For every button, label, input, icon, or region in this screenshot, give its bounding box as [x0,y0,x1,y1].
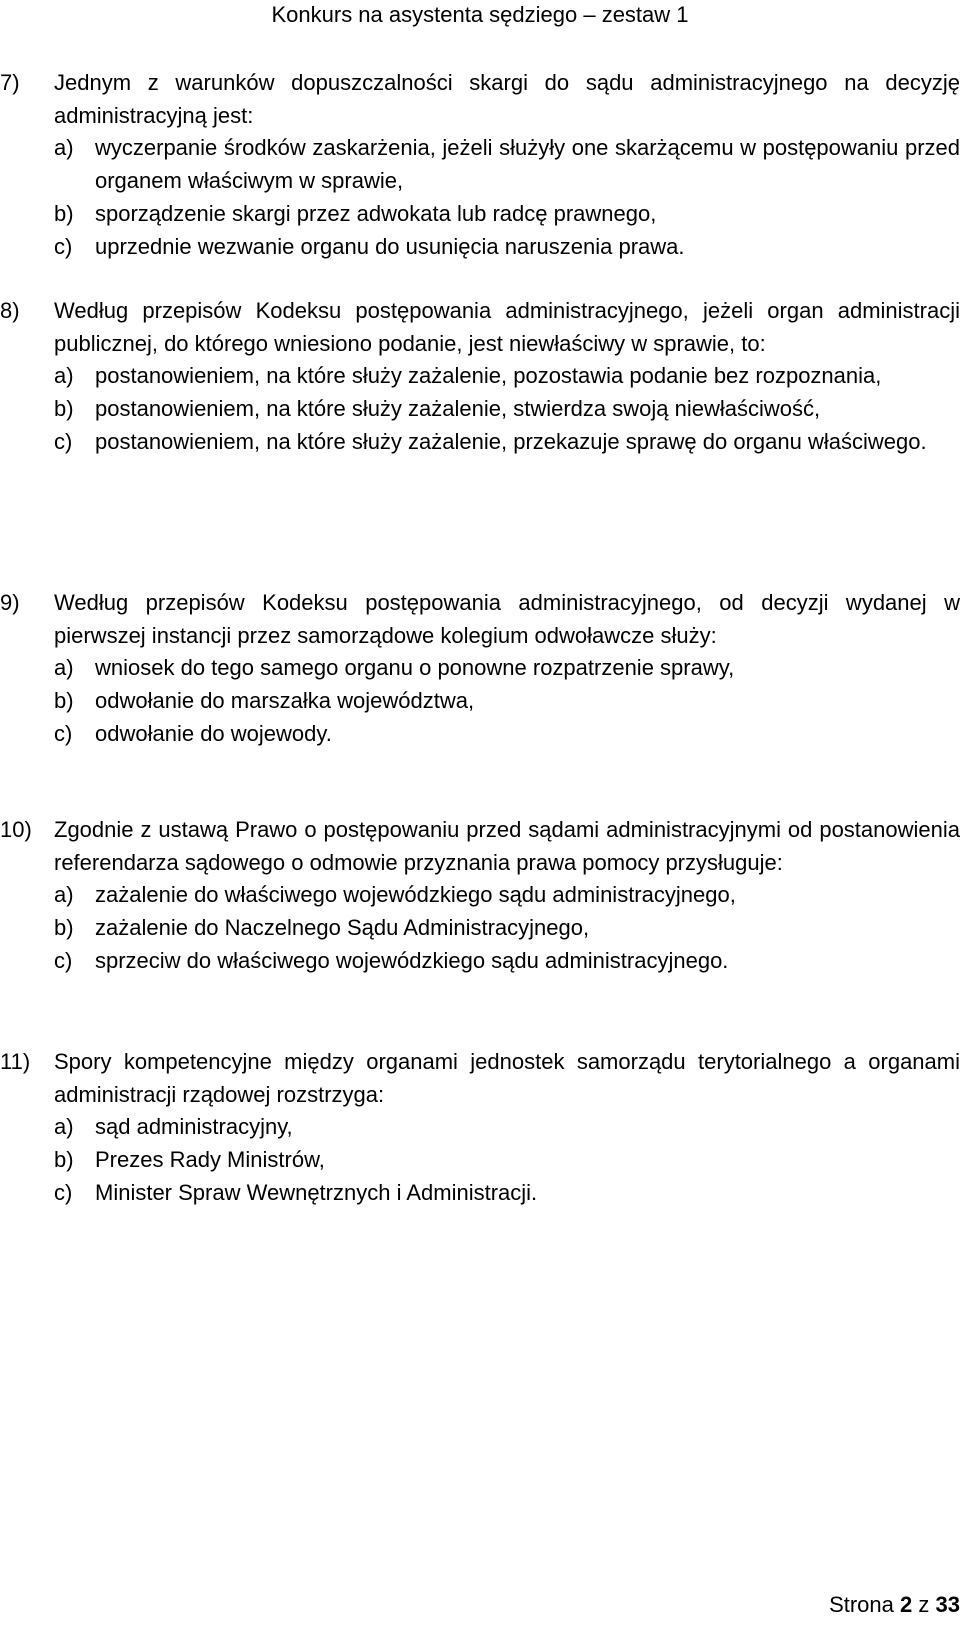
option-label: b) [54,915,74,941]
page-total: 33 [935,1592,960,1617]
answer-option-a [54,132,960,197]
option-text: postanowieniem, na które służy zażalenie, pozostawia podanie bez rozpoznania, [95,363,882,389]
option-text: zażalenie do Naczelnego Sądu Administracyjnego, [95,915,590,941]
question-11 [0,1046,960,1210]
option-text: odwołanie do wojewody. [95,720,332,746]
option-text: sporządzenie skargi przez adwokata lub radcę prawnego, [95,200,657,226]
page-footer [780,1590,960,1620]
question-number: 10) [0,817,32,842]
option-text: Prezes Rady Ministrów, [95,1147,325,1173]
question-text: Według przepisów Kodeksu postępowania administracyjnego, od decyzji wydanej w pierwszej instancji przez samorządowe kolegium odwoławcze służy: [54,590,960,648]
page-of: z [918,1592,930,1617]
option-text: sąd administracyjny, [95,1114,293,1140]
question-9 [0,587,960,751]
option-label: c) [54,233,73,259]
answer-option-b [54,912,960,945]
option-label: b) [54,396,74,422]
answer-option-b [54,393,960,426]
question-7 [0,67,960,263]
option-label: a) [54,655,74,681]
option-text: postanowieniem, na które służy zażalenie, stwierdza swoją niewłaściwość, [95,396,821,422]
answer-option-a [54,1111,960,1144]
answer-option-b [54,685,960,718]
question-number: 11) [0,1049,31,1074]
option-label: a) [54,1114,74,1140]
answer-option-c [54,1177,960,1210]
question-text: Spory kompetencyjne między organami jednostek samorządu terytorialnego a organami administracji rządowej rozstrzyga: [54,1049,960,1107]
question-text: Jednym z warunków dopuszczalności skargi do sądu administracyjnego na decyzję administracyjną jest: [54,70,960,128]
header-title: Konkurs na asystenta sędziego – zestaw 1 [271,2,689,27]
answer-option-c [54,426,960,459]
option-label: b) [54,688,74,714]
option-label: a) [54,882,74,908]
answer-option-a [54,879,960,912]
question-stem [0,67,960,132]
option-text: sprzeciw do właściwego wojewódzkiego sądu administracyjnego. [95,947,729,973]
answer-option-c [54,231,960,264]
option-text: wyczerpanie środków zaskarżenia, jeżeli służyły one skarżącemu w postępowaniu przed organem właściwym w sprawie, [95,135,960,194]
question-stem [0,587,960,652]
option-label: c) [54,947,73,973]
question-text: Zgodnie z ustawą Prawo o postępowaniu przed sądami administracyjnymi od postanowienia referendarza sądowego o odmowie przyznania prawa pomocy przysługuje: [54,817,960,875]
question-8 [0,295,960,459]
option-text: wniosek do tego samego organu o ponowne rozpatrzenie sprawy, [95,655,735,681]
option-label: a) [54,363,74,389]
option-text: Minister Spraw Wewnętrznych i Administracji. [95,1179,538,1205]
answer-option-a [54,652,960,685]
page-current: 2 [900,1592,913,1617]
answer-option-a [54,360,960,393]
question-stem [0,814,960,879]
question-stem [0,295,960,360]
question-10 [0,814,960,978]
option-text: postanowieniem, na które służy zażalenie, przekazuje sprawę do organu właściwego. [95,428,927,454]
option-label: c) [54,720,73,746]
option-label: c) [54,1179,73,1205]
option-text: zażalenie do właściwego wojewódzkiego sądu administracyjnego, [95,882,736,908]
question-number: 9) [0,590,20,615]
question-number: 8) [0,298,20,323]
option-text: odwołanie do marszałka województwa, [95,688,475,714]
option-label: b) [54,1147,74,1173]
page-header [240,0,720,30]
option-text: uprzednie wezwanie organu do usunięcia naruszenia prawa. [95,233,685,259]
answer-option-b [54,198,960,231]
option-label: c) [54,428,73,454]
page-word: Strona [829,1592,894,1617]
answer-option-c [54,718,960,751]
question-text: Według przepisów Kodeksu postępowania administracyjnego, jeżeli organ administracji publicznej, do którego wniesiono podanie, jest niewłaściwy w sprawie, to: [54,298,960,356]
question-stem [0,1046,960,1111]
option-label: b) [54,200,74,226]
option-label: a) [54,135,74,161]
answer-option-b [54,1144,960,1177]
answer-option-c [54,945,960,978]
question-number: 7) [0,70,20,95]
